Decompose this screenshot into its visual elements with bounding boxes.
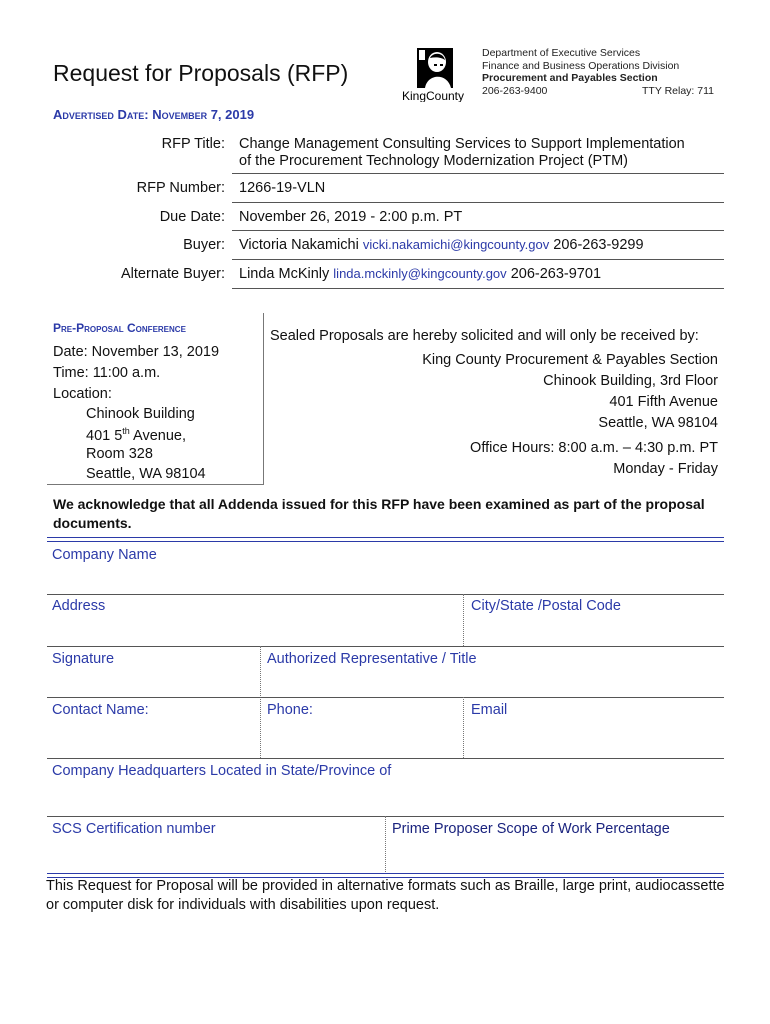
- dept-line-1: Department of Executive Services: [482, 47, 641, 59]
- divider: [232, 259, 724, 260]
- svg-text:KingCounty: KingCounty: [401, 89, 465, 102]
- page-title: Request for Proposals (RFP): [53, 60, 349, 86]
- divider: [47, 697, 724, 698]
- divider: [260, 646, 261, 758]
- phone-field[interactable]: Phone:: [267, 702, 313, 718]
- sealed-line-1: King County Procurement & Payables Section: [422, 352, 718, 368]
- divider: [463, 594, 464, 646]
- signature-field[interactable]: Signature: [52, 651, 115, 667]
- rfp-title-line-1: Change Management Consulting Services to Support Implementation: [239, 136, 685, 152]
- company-name-field[interactable]: Company Name: [52, 547, 157, 563]
- conference-building: Chinook Building: [86, 406, 195, 422]
- divider: [47, 646, 724, 647]
- conference-room: Room 328: [86, 446, 153, 462]
- dept-tty: TTY Relay: 711: [642, 84, 714, 97]
- king-county-logo: [397, 48, 469, 102]
- email-field[interactable]: Email: [471, 702, 508, 718]
- scs-certification-field[interactable]: SCS Certification number: [52, 821, 216, 837]
- sealed-line-3: 401 Fifth Avenue: [609, 394, 718, 410]
- city-state-postal-field[interactable]: City/State /Postal Code: [471, 598, 621, 614]
- alt-buyer-label: Alternate Buyer:: [121, 266, 225, 282]
- buyer-info: [239, 237, 644, 253]
- alt-buyer-phone: 206-263-9701: [510, 266, 602, 282]
- buyer-phone: 206-263-9299: [553, 237, 644, 253]
- department-info: [482, 47, 722, 97]
- contact-name-field[interactable]: Contact Name:: [52, 702, 149, 718]
- office-hours: Office Hours: 8:00 a.m. – 4:30 p.m. PT: [470, 440, 718, 456]
- conference-street: 401 5th Avenue,: [86, 426, 186, 444]
- alt-buyer-email-link[interactable]: linda.mckinly@kingcounty.gov: [333, 266, 507, 281]
- rfp-title-label: RFP Title:: [161, 136, 225, 152]
- buyer-name: Victoria Nakamichi: [239, 237, 359, 253]
- advertised-label: Advertised Date:: [53, 107, 149, 122]
- dept-line-3: Procurement and Payables Section: [482, 72, 658, 84]
- due-date: November 26, 2019 - 2:00 p.m. PT: [239, 209, 463, 225]
- advertised-date: [53, 107, 254, 122]
- dept-phone: 206-263-9400: [482, 84, 548, 97]
- sealed-line-2: Chinook Building, 3rd Floor: [543, 373, 718, 389]
- address-field[interactable]: Address: [52, 598, 106, 614]
- conference-location-label: Location:: [53, 386, 112, 402]
- buyer-email-link[interactable]: vicki.nakamichi@kingcounty.gov: [362, 237, 550, 252]
- rfp-number: 1266-19-VLN: [239, 180, 326, 196]
- advertised-value: November 7, 2019: [152, 107, 255, 122]
- sealed-line-4: Seattle, WA 98104: [598, 415, 718, 431]
- conference-city: Seattle, WA 98104: [86, 466, 206, 482]
- accessibility-notice: This Request for Proposal will be provided in alternative formats such as Braille, large print, audiocassette or computer disk for individuals with disabilities upon request.: [46, 878, 725, 913]
- divider: [232, 202, 724, 203]
- sealed-intro: Sealed Proposals are hereby solicited and will only be received by:: [270, 328, 699, 344]
- divider: [47, 594, 724, 595]
- buyer-label: Buyer:: [183, 237, 225, 253]
- conference-title: Pre-Proposal Conference: [53, 321, 186, 335]
- alt-buyer-info: [239, 266, 601, 282]
- conference-time: Time: 11:00 a.m.: [53, 365, 161, 381]
- rfp-title-line-2: of the Procurement Technology Modernization Project (PTM): [239, 153, 628, 169]
- authorized-rep-field[interactable]: Authorized Representative / Title: [267, 651, 477, 667]
- dept-line-2: Finance and Business Operations Division: [482, 59, 680, 72]
- divider: [232, 173, 724, 174]
- divider: [47, 758, 724, 759]
- conference-date: Date: November 13, 2019: [53, 344, 220, 360]
- sealed-proposals: [270, 326, 718, 480]
- office-days: Monday - Friday: [613, 461, 718, 477]
- alt-buyer-name: Linda McKinly: [239, 266, 330, 282]
- divider: [385, 816, 386, 874]
- divider: [232, 288, 724, 289]
- addenda-acknowledgement: We acknowledge that all Addenda issued for this RFP have been examined as part of the proposal documents.: [53, 496, 705, 531]
- form-top-border: [47, 537, 724, 542]
- divider: [463, 697, 464, 758]
- hq-location-field[interactable]: Company Headquarters Located in State/Province of: [52, 763, 392, 779]
- prime-scope-field[interactable]: Prime Proposer Scope of Work Percentage: [392, 821, 670, 837]
- rfp-number-label: RFP Number:: [136, 180, 225, 196]
- divider: [232, 230, 724, 231]
- due-date-label: Due Date:: [159, 209, 225, 225]
